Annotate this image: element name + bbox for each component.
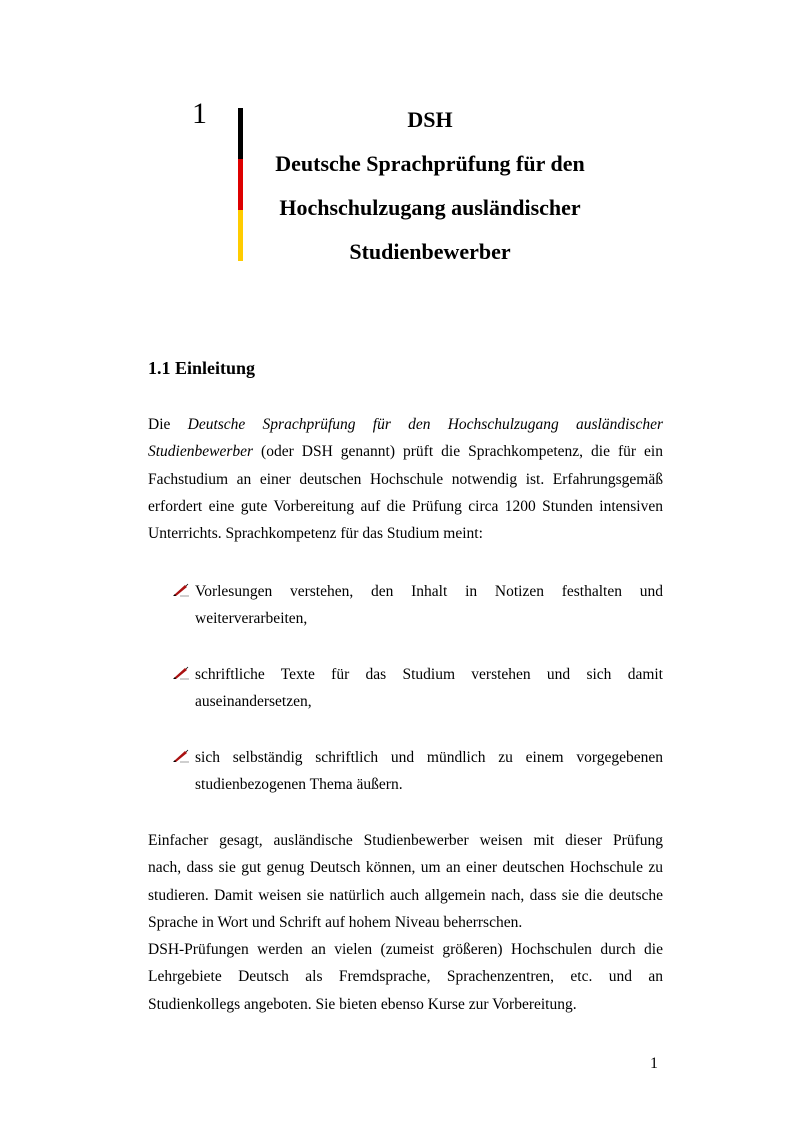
flag-stripe-gold (238, 210, 243, 261)
chapter-title-line: Hochschulzugang ausländischer (279, 195, 581, 220)
chapter-title-line: DSH (407, 107, 453, 132)
intro-text: Fachstudium an einer deutschen Hochschule notwendig ist. Erfahrungsgemäß (148, 470, 663, 488)
list-item-text: Vorlesungen verstehen, den Inhalt in Notizen festhalten und (195, 583, 663, 600)
chapter-number: 1 (192, 97, 207, 130)
list-item-text: schriftliche Texte für das Studium verstehen und sich damit (195, 666, 663, 683)
chapter-title (250, 98, 610, 274)
list-item-text: studienbezogenen Thema äußern. (195, 776, 403, 794)
summary-text: DSH-Prüfungen werden an vielen (zumeist größeren) Hochschulen durch die (148, 941, 663, 959)
chapter-title-line: Deutsche Sprachprüfung für den (275, 151, 585, 176)
list-item-text: auseinandersetzen, (195, 693, 312, 711)
german-flag-bar (238, 108, 243, 261)
chapter-title-line: Studienbewerber (349, 239, 511, 264)
pen-icon (172, 666, 190, 680)
flag-stripe-red (238, 159, 243, 210)
list-item-text: weiterverarbeiten, (195, 610, 308, 628)
list-item-text: sich selbständig schriftlich und mündlich zu einem vorgegebenen (195, 749, 663, 766)
intro-title-italic: Deutsche Sprachprüfung für den Hochschulzugang ausländischer (187, 416, 663, 433)
summary-text: studieren. Damit weisen sie natürlich auch allgemein nach, dass sie die deutsche (148, 886, 663, 904)
intro-text: erfordert eine gute Vorbereitung auf die Prüfung circa 1200 Stunden intensiven (148, 497, 663, 515)
page-number: 1 (650, 1055, 658, 1072)
summary-text: Sprache in Wort und Schrift auf hohem Niveau beherrschen. (148, 913, 523, 931)
flag-stripe-black (238, 108, 243, 159)
intro-text: Die (148, 416, 188, 433)
intro-text: Unterrichts. Sprachkompetenz für das Studium meint: (148, 525, 483, 543)
intro-title-italic: Studienbewerber (148, 443, 254, 461)
intro-paragraph (148, 411, 663, 547)
summary-paragraph (148, 827, 663, 1018)
intro-text: (oder DSH genannt) prüft die Sprachkompetenz, die für ein (253, 443, 663, 461)
summary-text: Einfacher gesagt, ausländische Studienbewerber weisen mit dieser Prüfung (148, 832, 663, 849)
summary-text: Lehrgebiete Deutsch als Fremdsprache, Sprachenzentren, etc. und an (148, 968, 663, 986)
section-heading: 1.1 Einleitung (148, 358, 256, 378)
pen-icon (172, 583, 190, 597)
summary-text: nach, dass sie gut genug Deutsch können, um an einer deutschen Hochschule zu (148, 859, 663, 877)
pen-icon (172, 749, 190, 763)
summary-text: Studienkollegs angeboten. Sie bieten ebenso Kurse zur Vorbereitung. (148, 995, 577, 1013)
